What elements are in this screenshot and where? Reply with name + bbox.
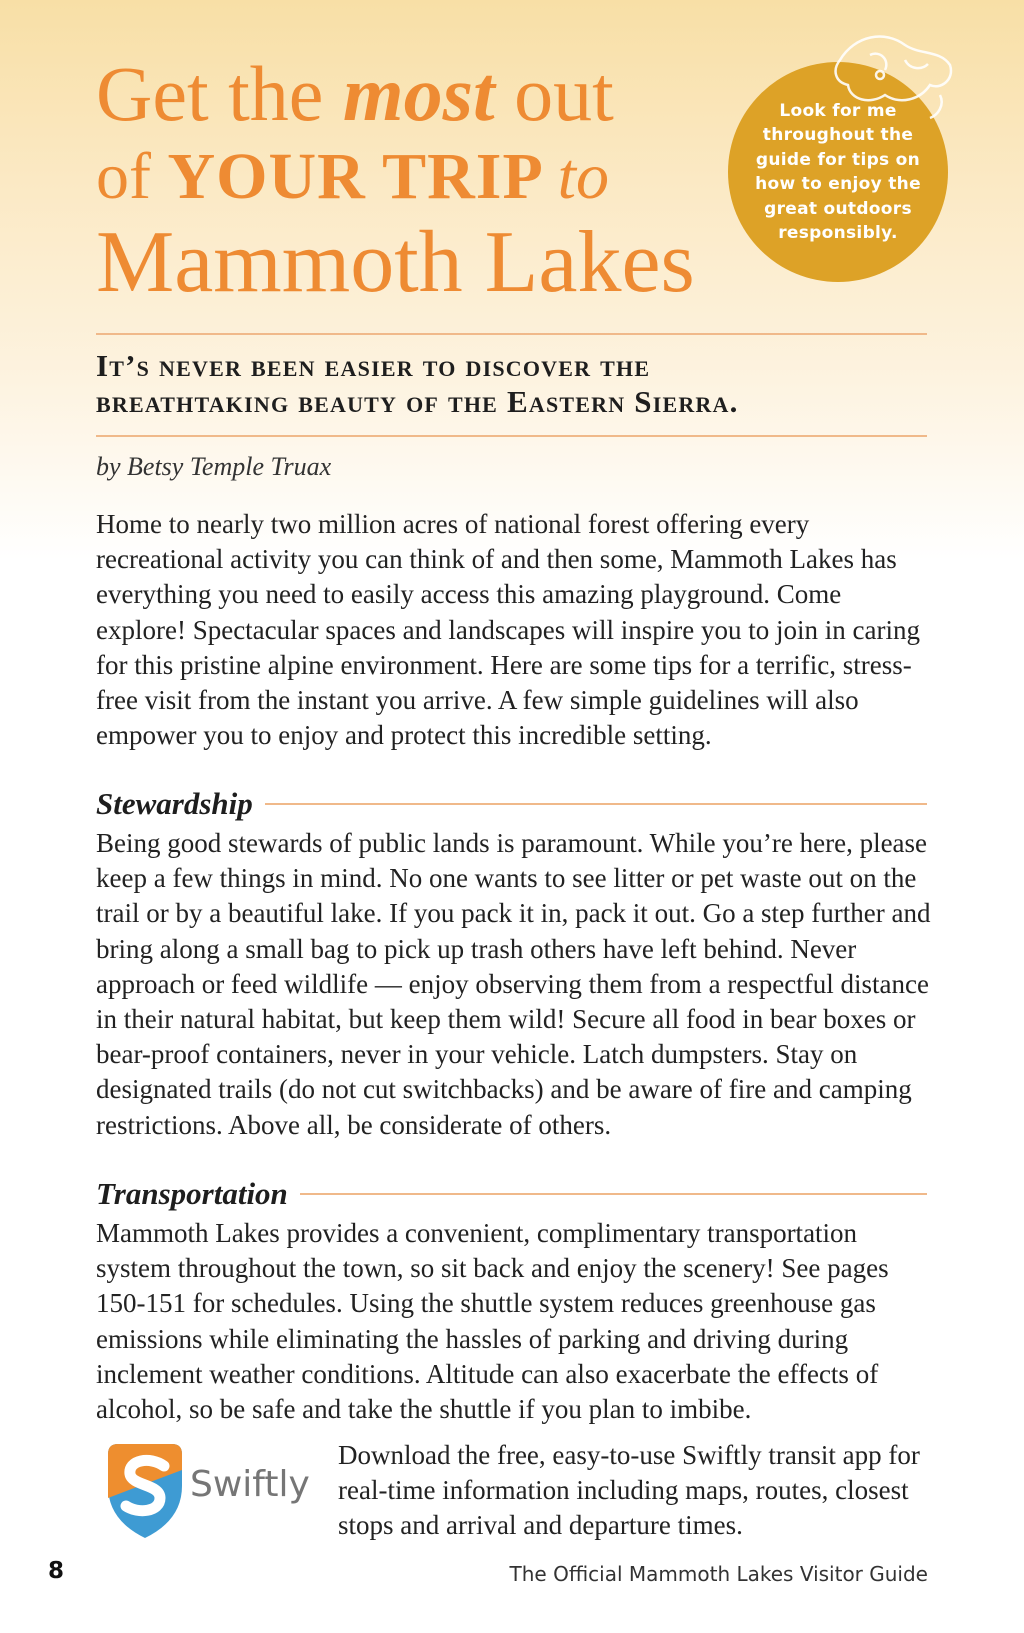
section-rule [300, 1193, 927, 1195]
page-number: 8 [48, 1558, 65, 1584]
stewardship-paragraph: Being good stewards of public lands is paramount. While you’re here, please keep a few things in mind. No one wants to see litter or pet waste out on the trail or by a beautiful lake. If you pack it in, pack it out. Go a step further and bring along a small bag to pick up trash others have left behind. Never approach or feed wildlife — enjoy observing them from a respectful distance in their natural habitat, but keep them wild! Secure all food in bear boxes or bear-proof containers, never in your vehicle. Latch dumpsters. Stay on designated trails (do not cut switchbacks) and be aware of fire and camping restrictions. Above all, be considerate of others. [96, 828, 931, 1140]
section-rule [265, 803, 927, 805]
transportation-paragraph: Mammoth Lakes provides a convenient, complimentary transportation system throughout the town, so sit back and enjoy the scenery! See pages 150-151 for schedules. Using the shuttle system reduces greenhouse gas emissions while eliminating the hassles of parking and driving during inclement weather conditions. Altitude can also exacerbate the effects of alcohol, so be safe and take the shuttle if you plan to imbibe. [96, 1218, 889, 1425]
byline: by Betsy Temple Truax [96, 452, 332, 481]
title-line-2: of YOUR TRIP to [96, 140, 610, 213]
swiftly-wordmark: Swiftly [190, 1464, 310, 1505]
tip-badge-text: Look for me throughout the guide for tips on how to enjoy the great outdoors responsibly. [755, 100, 921, 243]
title-line-1: Get the most out [96, 50, 614, 137]
mascot-illustration-icon [810, 20, 960, 130]
divider-bottom [96, 435, 927, 437]
intro-paragraph: Home to nearly two million acres of national forest offering every recreational activity you can think of and then some, Mammoth Lakes has everything you need to easily access this amazing playground. Come explore! Spectacular spaces and landscapes will inspire you to join in caring for this pristine alpine environment. Here are some tips for a terrific, stress-free visit from the instant you arrive. A few simple guidelines will also empower you to enjoy and protect this incredible setting. [96, 509, 920, 751]
subheading: It’s never been easier to discover the breathtaking beauty of the Eastern Sierra. [96, 348, 739, 419]
divider-top [96, 333, 927, 335]
section-heading-stewardship: Stewardship [96, 784, 927, 824]
page-title [96, 50, 736, 311]
title-line-3: Mammoth Lakes [96, 214, 695, 311]
section-heading-transportation: Transportation [96, 1174, 927, 1214]
app-paragraph: Download the free, easy-to-use Swiftly transit app for real-time information including maps, routes, closest stops and arrival and departure times. [338, 1440, 920, 1541]
publication-title: The Official Mammoth Lakes Visitor Guide [509, 1562, 928, 1586]
